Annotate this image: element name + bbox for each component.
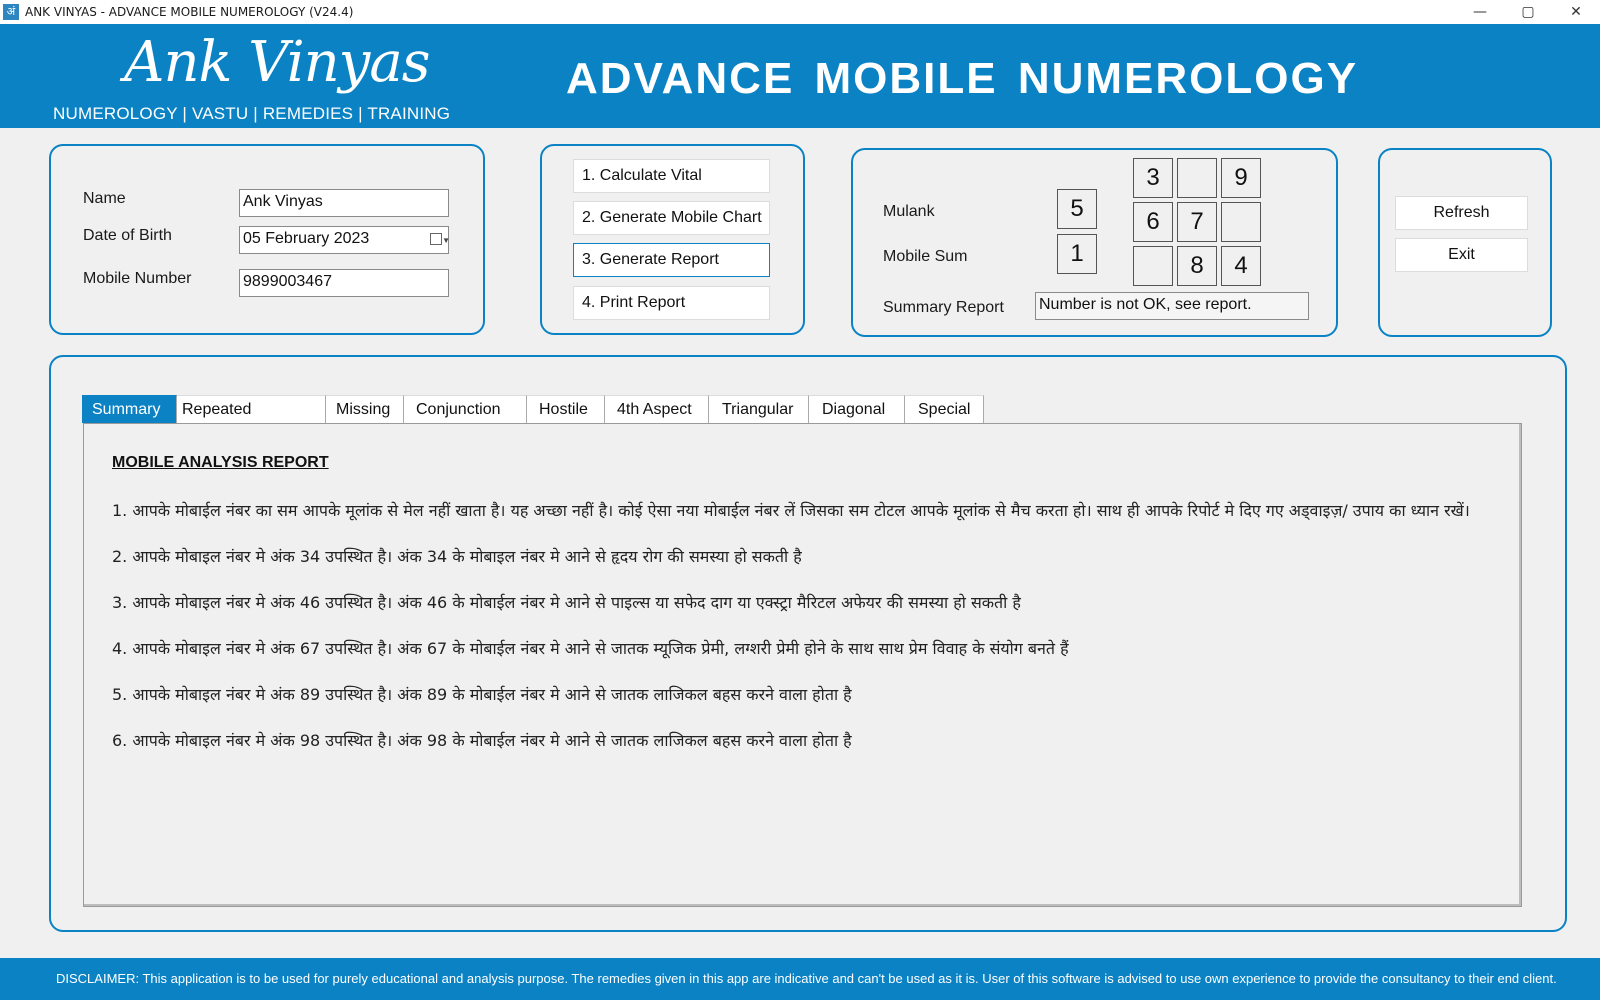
report-line: 6. आपके मोबाइल नंबर मे अंक 98 उपस्थित है। अंक 98 के मोबाईल नंबर मे आने से जातक लाजिकल बहस करने वाला होता है <box>112 731 852 750</box>
exit-button[interactable]: Exit <box>1395 238 1528 272</box>
chevron-down-icon[interactable]: ▼ <box>442 236 450 245</box>
report-line: 1. आपके मोबाईल नंबर का सम आपके मूलांक से मेल नहीं खाता है। यह अच्छा नहीं है। कोई ऐसा नया मोबाईल नंबर लें जिसका सम टोटल आपके मूलांक से मैच करता हो। साथ ही आपके रिपोर्ट मे दिए गए अड्वाइज़/ उपाय का ध्यान रखें। <box>112 501 1470 520</box>
close-button[interactable]: ✕ <box>1570 4 1582 20</box>
mobile-sum-label: Mobile Sum <box>883 248 968 265</box>
grid-cell <box>1133 246 1173 286</box>
mulank-value: 5 <box>1057 189 1097 229</box>
tab-triangular[interactable]: Triangular <box>709 395 809 423</box>
grid-cell: 7 <box>1177 202 1217 242</box>
dob-date-picker[interactable] <box>239 226 449 254</box>
report-line: 3. आपके मोबाइल नंबर मे अंक 46 उपस्थित है। अंक 46 के मोबाईल नंबर मे आने से पाइल्स या सफेद दाग या एक्स्ट्रा मैरिटल अफेयर की समस्या हो सकती है <box>112 593 1021 612</box>
tab-4th-aspect[interactable]: 4th Aspect <box>605 395 709 423</box>
grid-cell: 9 <box>1221 158 1261 198</box>
mobile-sum-value: 1 <box>1057 234 1097 274</box>
grid-cell <box>1177 158 1217 198</box>
maximize-button[interactable]: ▢ <box>1521 4 1535 20</box>
tab-summary[interactable]: Summary <box>82 395 177 423</box>
grid-cell: 8 <box>1177 246 1217 286</box>
tab-missing[interactable]: Missing <box>326 395 404 423</box>
disclaimer-bar: DISCLAIMER: This application is to be used for purely educational and analysis purpose. The remedies given in this app are indicative and can't be used as it is. User of this software is advised to use own experience to provide the consultancy to their end client. <box>0 958 1600 1000</box>
report-heading: MOBILE ANALYSIS REPORT <box>112 454 329 471</box>
summary-report-field: Number is not OK, see report. <box>1035 292 1309 320</box>
grid-cell <box>1221 202 1261 242</box>
name-label: Name <box>83 190 126 207</box>
mulank-label: Mulank <box>883 203 935 220</box>
mobile-number-field[interactable]: 9899003467 <box>239 269 449 297</box>
grid-cell: 3 <box>1133 158 1173 198</box>
dob-label: Date of Birth <box>83 227 172 244</box>
title-bar <box>0 0 1600 24</box>
generate-report-button[interactable]: 3. Generate Report <box>573 243 770 277</box>
mobile-label: Mobile Number <box>83 270 192 287</box>
app-icon: अं <box>3 4 19 20</box>
report-line: 5. आपके मोबाइल नंबर मे अंक 89 उपस्थित है। अंक 89 के मोबाईल नंबर मे आने से जातक लाजिकल बहस करने वाला होता है <box>112 685 852 704</box>
tab-conjunction[interactable]: Conjunction <box>404 395 527 423</box>
summary-report-label: Summary Report <box>883 299 1004 316</box>
control-panel <box>1378 148 1552 337</box>
report-line: 4. आपके मोबाइल नंबर मे अंक 67 उपस्थित है। अंक 67 के मोबाईल नंबर मे आने से जातक म्यूजिक प्रेमी, लग्शरी प्रेमी होने के साथ साथ प्रेम विवाह के संयोग बनते हैं <box>112 639 1069 658</box>
report-list <box>112 500 1492 776</box>
refresh-button[interactable]: Refresh <box>1395 196 1528 230</box>
print-report-button[interactable]: 4. Print Report <box>573 286 770 320</box>
input-panel <box>49 144 485 335</box>
grid-cell: 6 <box>1133 202 1173 242</box>
brand-logo: Ank Vinyas <box>124 30 430 95</box>
report-line: 2. आपके मोबाइल नंबर मे अंक 34 उपस्थित है। अंक 34 के मोबाइल नंबर मे आने से हृदय रोग की समस्या हो सकती है <box>112 547 802 566</box>
tab-repeated-numbers[interactable]: Repeated <box>177 395 326 423</box>
brand-tagline: NUMEROLOGY | VASTU | REMEDIES | TRAINING <box>53 104 451 123</box>
result-panel <box>851 148 1338 337</box>
header-banner <box>0 24 1600 128</box>
calculate-vital-button[interactable]: 1. Calculate Vital <box>573 159 770 193</box>
actions-panel <box>540 144 805 335</box>
report-tabs <box>82 395 984 423</box>
calendar-icon[interactable] <box>430 233 442 245</box>
tab-hostile[interactable]: Hostile <box>527 395 605 423</box>
grid-cell: 4 <box>1221 246 1261 286</box>
app-title: ADVANCE MOBILE NUMEROLOGY <box>566 54 1359 103</box>
report-panel <box>49 355 1567 932</box>
tab-diagonal[interactable]: Diagonal <box>809 395 905 423</box>
minimize-button[interactable]: — <box>1473 4 1487 20</box>
window-title: ANK VINYAS - ADVANCE MOBILE NUMEROLOGY (V24.4) <box>25 5 354 19</box>
name-field[interactable]: Ank Vinyas <box>239 189 449 217</box>
generate-chart-button[interactable]: 2. Generate Mobile Chart <box>573 201 770 235</box>
window-controls <box>1456 0 1600 24</box>
report-content <box>83 423 1522 907</box>
tab-special[interactable]: Special <box>905 395 984 423</box>
dob-value: 05 February 2023 <box>243 230 370 247</box>
